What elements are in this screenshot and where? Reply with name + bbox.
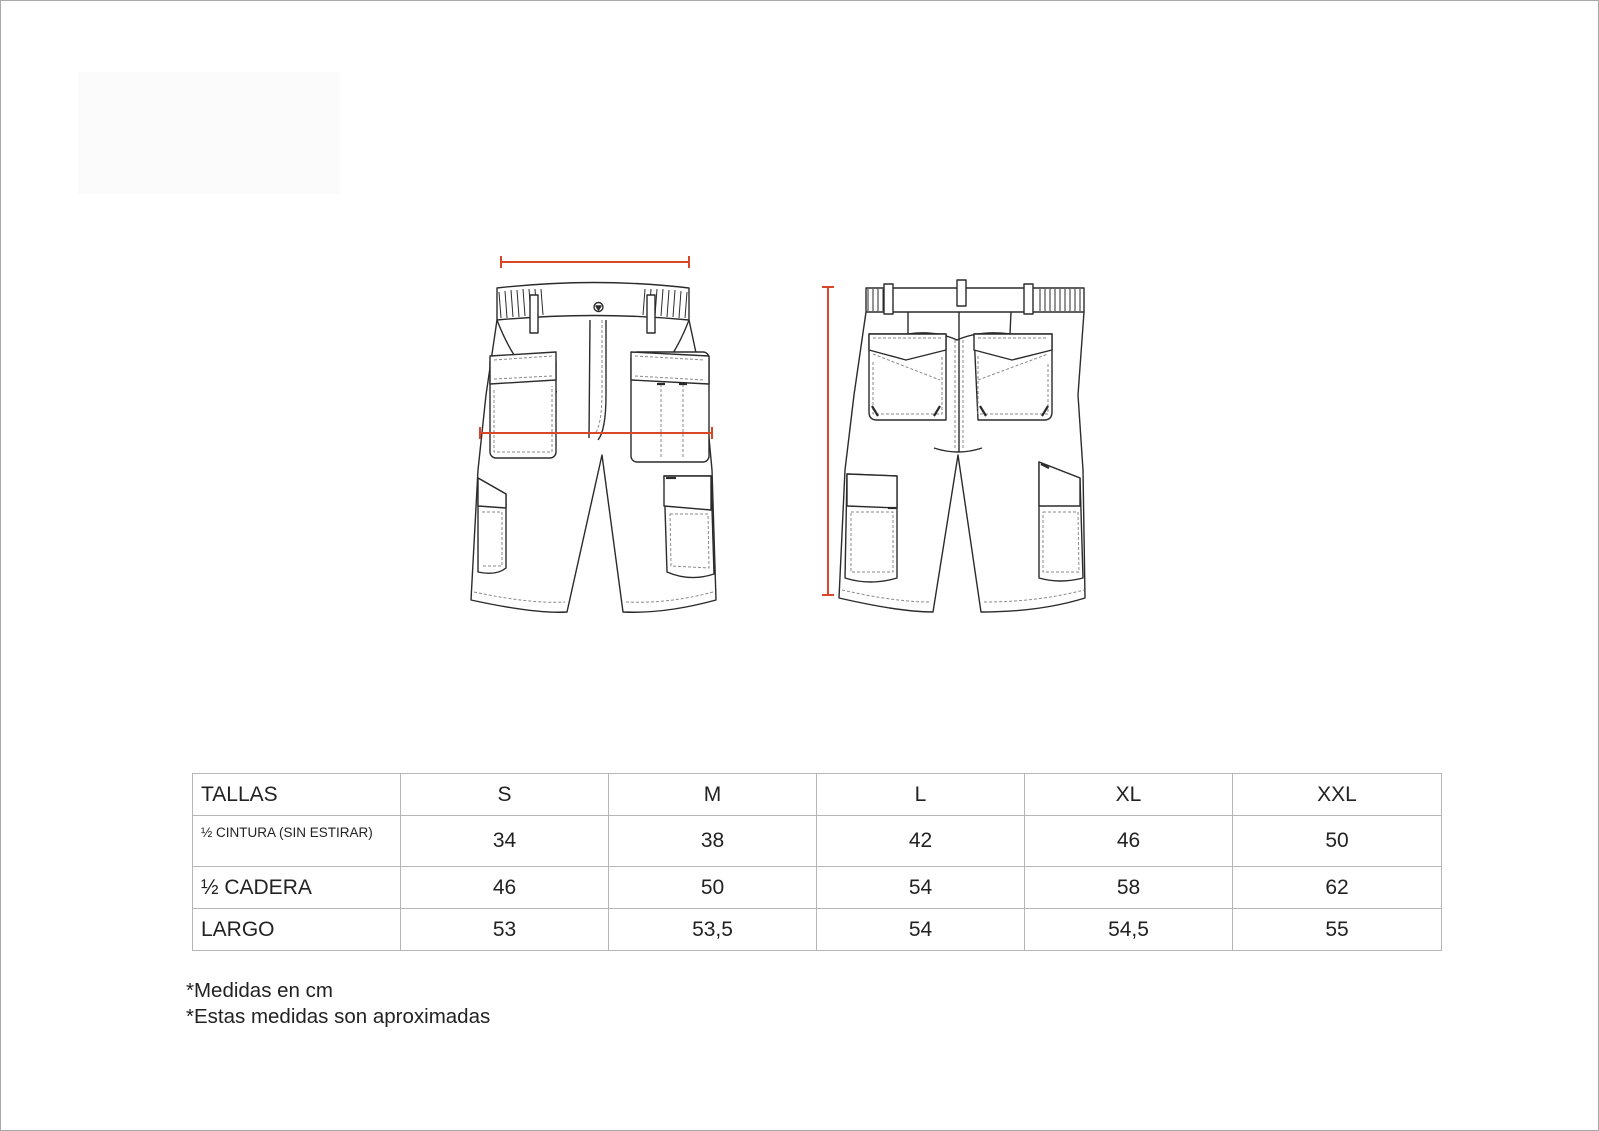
table-cell: 38 [609, 816, 817, 867]
size-m: M [609, 774, 817, 816]
size-l: L [817, 774, 1025, 816]
table-cell: 46 [1025, 816, 1233, 867]
table-cell: 54,5 [1025, 909, 1233, 951]
table-cell: 62 [1233, 867, 1442, 909]
size-xl: XL [1025, 774, 1233, 816]
table-cell: 54 [817, 867, 1025, 909]
size-header-row [193, 774, 1442, 816]
table-row [193, 816, 1442, 867]
size-s: S [401, 774, 609, 816]
row-label-half-waist: ½ CINTURA (SIN ESTIRAR) [193, 816, 401, 867]
table-cell: 54 [817, 909, 1025, 951]
row-label-length: LARGO [193, 909, 401, 951]
measure-half-waist [501, 256, 689, 268]
table-cell: 53,5 [609, 909, 817, 951]
size-xxl: XXL [1233, 774, 1442, 816]
table-cell: 50 [609, 867, 817, 909]
note-approximate: *Estas medidas son aproximadas [186, 1005, 491, 1028]
table-cell: 53 [401, 909, 609, 951]
table-cell: 58 [1025, 867, 1233, 909]
header-label: TALLAS [193, 774, 401, 816]
table-cell: 55 [1233, 909, 1442, 951]
table-cell: 46 [401, 867, 609, 909]
row-label-half-hip: ½ CADERA [193, 867, 401, 909]
back-elastic-right [1040, 289, 1080, 311]
back-elastic-left [868, 289, 883, 311]
back-view [839, 280, 1085, 612]
size-table [192, 773, 1442, 951]
table-cell: 42 [817, 816, 1025, 867]
footnotes [186, 978, 490, 1030]
table-cell: 50 [1233, 816, 1442, 867]
front-view [471, 283, 716, 613]
note-units: *Medidas en cm [186, 979, 333, 1002]
measure-length [822, 287, 834, 595]
table-row [193, 909, 1442, 951]
table-cell: 34 [401, 816, 609, 867]
table-row [193, 867, 1442, 909]
